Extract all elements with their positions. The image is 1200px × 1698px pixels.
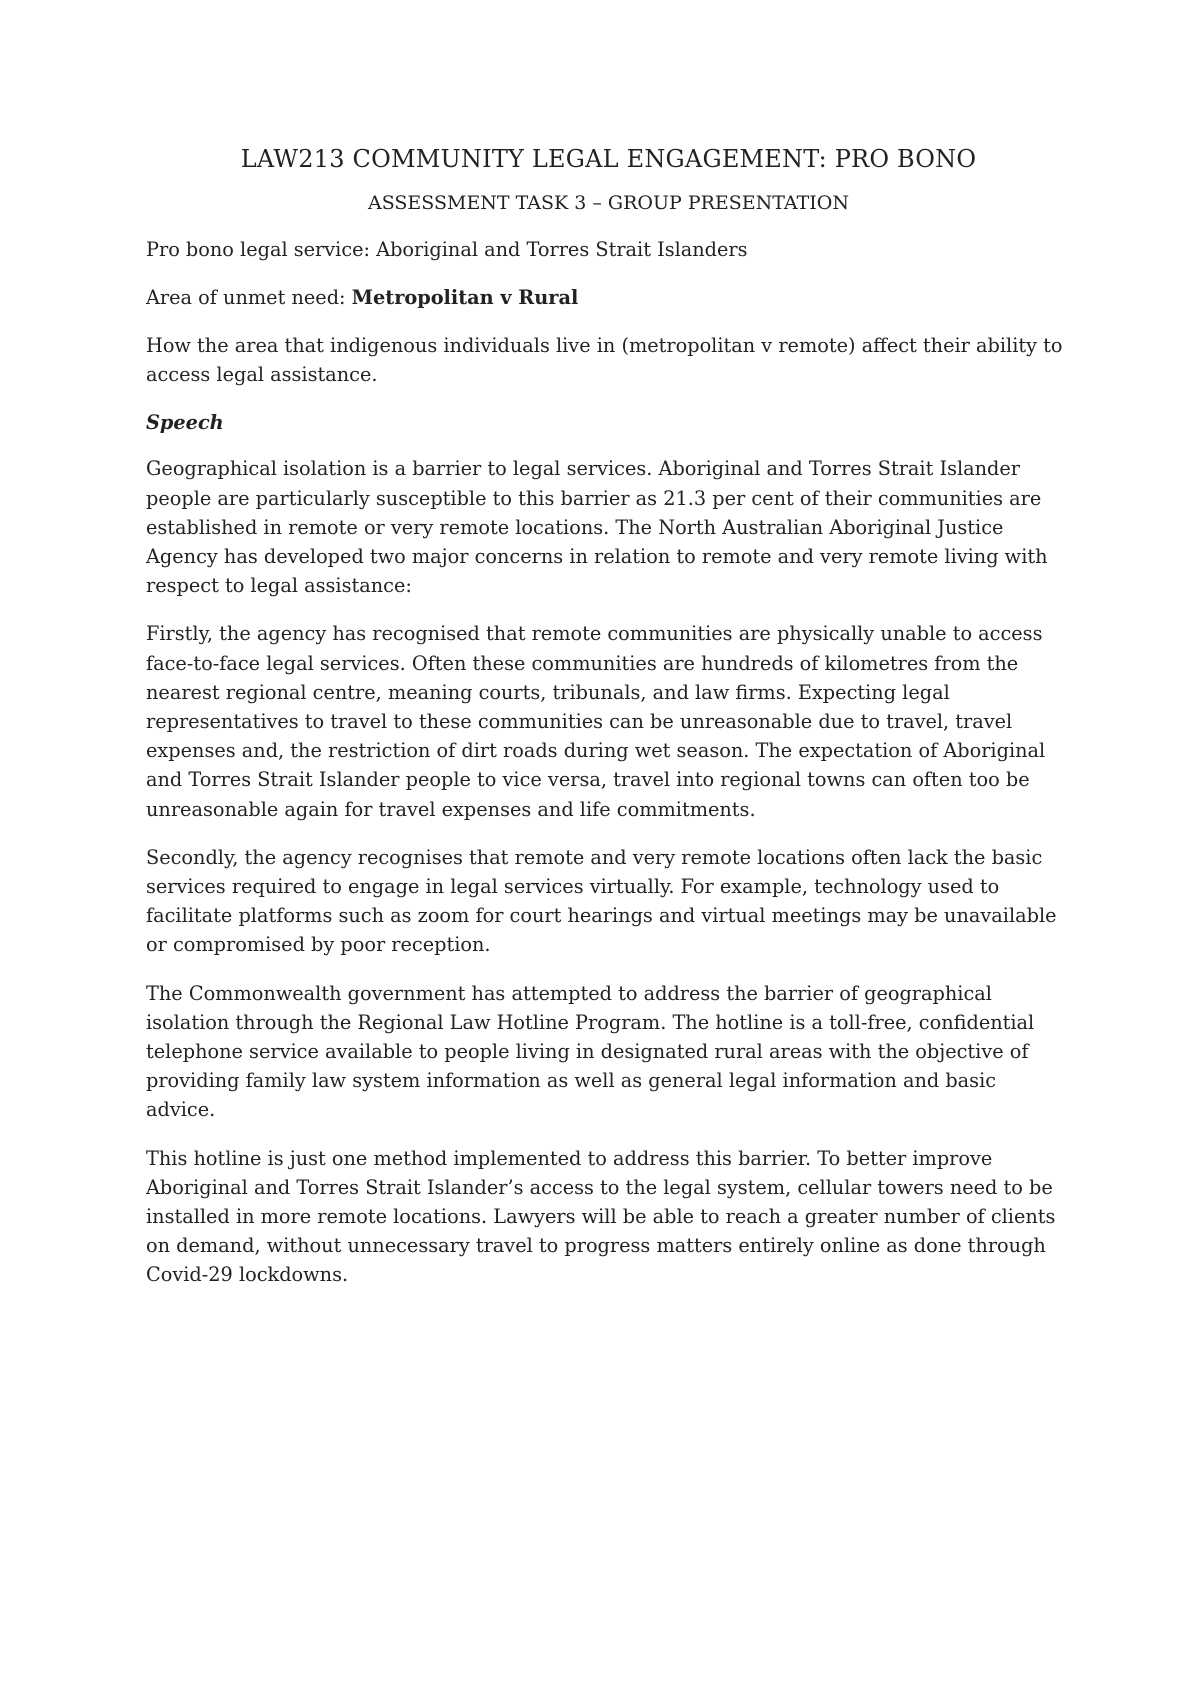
speech-paragraph-3: Secondly, the agency recognises that remote and very remote locations often lack the basic services required to engage in legal services virtually. For example, technology used to facilitate platforms such as zoom for court hearings and virtual meetings may be unavailable or compromised by poor reception. [146,845,1057,957]
intro-paragraph: How the area that indigenous individuals live in (metropolitan v remote) affect their ability to access legal assistance. [146,334,1063,387]
unmet-need-value: Metropolitan v Rural [351,286,579,309]
document-body [146,143,1071,1309]
document-title: LAW213 COMMUNITY LEGAL ENGAGEMENT: PRO BONO [240,145,977,173]
unmet-need-label: Area of unmet need: [146,286,352,309]
service-line: Pro bono legal service: Aboriginal and Torres Strait Islanders [146,238,748,261]
speech-paragraph-1: Geographical isolation is a barrier to legal services. Aboriginal and Torres Strait Islander people are particularly susceptible to this barrier as 21.3 per cent of their communities are established in remote or very remote locations. The North Australian Aboriginal Justice Agency has developed two major concerns in relation to remote and very remote living with respect to legal assistance: [146,457,1048,598]
speech-paragraph-4: The Commonwealth government has attempted to address the barrier of geographical isolation through the Regional Law Hotline Program. The hotline is a toll-free, confidential telephone service available to people living in designated rural areas with the objective of providing family law system information as well as general legal information and basic advice. [146,981,1035,1122]
document-subtitle: ASSESSMENT TASK 3 – GROUP PRESENTATION [368,192,849,214]
speech-paragraph-2: Firstly, the agency has recognised that remote communities are physically unable to access face-to-face legal services. Often these communities are hundreds of kilometres from the nearest regional centre, meaning courts, tribunals, and law firms. Expecting legal representatives to travel to these communities can be unreasonable due to travel, travel expenses and, the restriction of dirt roads during wet season. The expectation of Aboriginal and Torres Strait Islander people to vice versa, travel into regional towns can often too be unreasonable again for travel expenses and life commitments. [146,622,1046,821]
speech-paragraph-5: This hotline is just one method implemented to address this barrier. To better improve Aboriginal and Torres Strait Islander’s access to the legal system, cellular towers need to be installed in more remote locations. Lawyers will be able to reach a greater number of clients on demand, without unnecessary travel to progress matters entirely online as done through Covid-29 lockdowns. [146,1146,1056,1287]
speech-heading: Speech [146,411,224,435]
unmet-need-line [146,283,1071,312]
